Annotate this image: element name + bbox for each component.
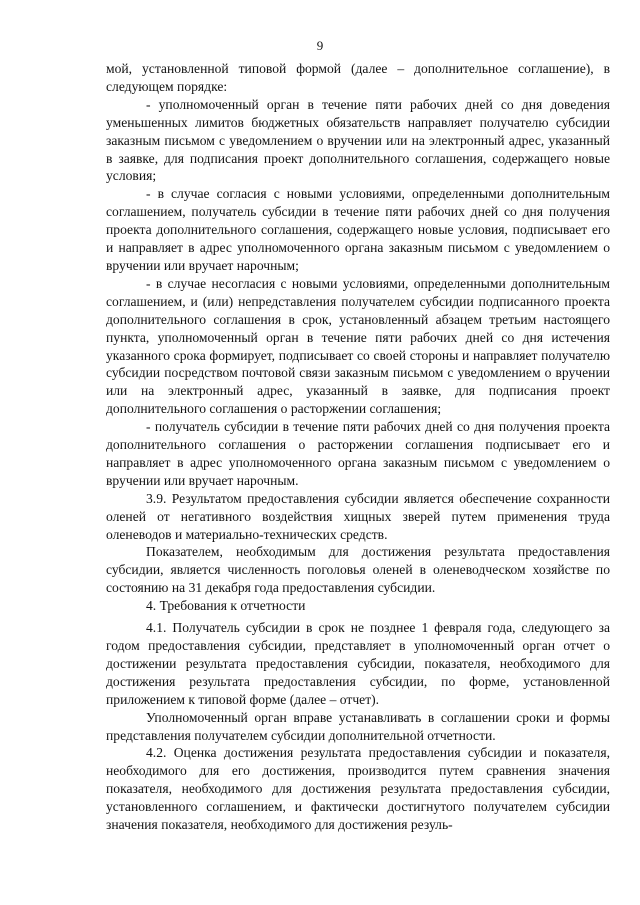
paragraph-list-item: - уполномоченный орган в течение пяти рабочих дней со дня доведения уменьшенных лимитов бюджетных обязательств направляет получателю субсидии заказным письмом с уведомлением о вручении или на электронный адрес, указанный в заявке, для подписания проект дополнительного соглашения, содержащего новые условия; <box>106 96 610 184</box>
paragraph-list-item: - в случае согласия с новыми условиями, определенными дополнительным соглашением, получатель субсидии в течение пяти рабочих дней со дня получения проекта дополнительного соглашения, содержащего новые условия, подписывает его и направляет в адрес уполномоченного органа заказным письмом с уведомлением о вручении или вручает нарочным; <box>106 186 610 273</box>
document-body <box>106 60 610 834</box>
paragraph-additional-reporting: Уполномоченный орган вправе устанавливать в соглашении сроки и формы представления получателем субсидии дополнительной отчетности. <box>106 709 610 743</box>
section-heading-reporting: 4. Требования к отчетности <box>146 598 306 614</box>
paragraph-4-2: 4.2. Оценка достижения результата предоставления субсидии и показателя, необходимого для его достижения, производится путем сравнения значения показателя, необходимого для достижения результата предоставления субсидии, установленного соглашением, и фактически достигнутого получателем субсидии значения показателя, необходимого для достижения резуль- <box>106 745 610 833</box>
paragraph-continuation: мой, установленной типовой формой (далее – дополнительное соглашение), в следующем порядке: <box>106 61 610 94</box>
paragraph-4-1: 4.1. Получатель субсидии в срок не позднее 1 февраля года, следующего за годом предоставления субсидии, представляет в уполномоченный орган отчет о достижении результата предоставления субсидии, показателя, необходимого для достижения результата предоставления субсидии, по форме, установленной приложением к типовой форме (далее – отчет). <box>106 620 610 707</box>
paragraph-list-item: - получатель субсидии в течение пяти рабочих дней со дня получения проекта дополнительного соглашения о расторжении соглашения подписывает его и направляет в адрес уполномоченного органа заказным письмом с уведомлением о вручении или вручает нарочным. <box>106 419 610 488</box>
paragraph-list-item: - в случае несогласия с новыми условиями, определенными дополнительным соглашением, и (или) непредставления получателем субсидии подписанного проекта дополнительного соглашения в срок, установленный абзацем третьим настоящего пункта, уполномоченный орган в течение пяти рабочих дней со дня истечения указанного срока формирует, подписывает со своей стороны и направляет получателю субсидии посредством почтовой связи заказным письмом с уведомлением о вручении или на электронный адрес, указанный в заявке, для подписания проект дополнительного соглашения о расторжении соглашения; <box>106 275 610 417</box>
paragraph-3-9: 3.9. Результатом предоставления субсидии является обеспечение сохранности оленей от негативного воздействия хищных зверей путем применения труда оленеводов и материально-технических средств. <box>106 490 610 542</box>
paragraph-indicator: Показателем, необходимым для достижения результата предоставления субсидии, является численность поголовья оленей в оленеводческом хозяйстве по состоянию на 31 декабря года предоставления субсидии. <box>106 544 610 596</box>
page-number: 9 <box>316 38 324 53</box>
